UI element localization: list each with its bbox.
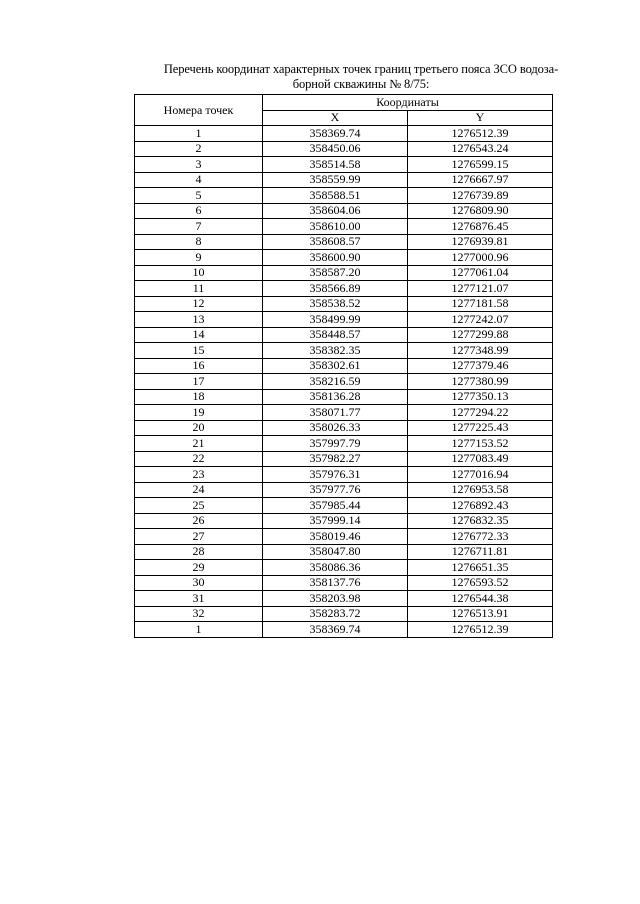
point-number-cell: 20 bbox=[135, 420, 263, 436]
point-number-cell: 17 bbox=[135, 374, 263, 390]
table-row bbox=[135, 358, 553, 374]
table-row bbox=[135, 467, 553, 483]
y-coordinate-cell: 1276892.43 bbox=[408, 498, 553, 514]
y-coordinate-cell: 1276876.45 bbox=[408, 219, 553, 235]
y-coordinate-cell: 1277121.07 bbox=[408, 281, 553, 297]
point-number-cell: 16 bbox=[135, 358, 263, 374]
y-coordinate-cell: 1277379.46 bbox=[408, 358, 553, 374]
y-coordinate-cell: 1276543.24 bbox=[408, 141, 553, 157]
point-number-cell: 7 bbox=[135, 219, 263, 235]
x-coordinate-cell: 358587.20 bbox=[263, 265, 408, 281]
table-row bbox=[135, 172, 553, 188]
x-coordinate-cell: 357999.14 bbox=[263, 513, 408, 529]
x-coordinate-cell: 358450.06 bbox=[263, 141, 408, 157]
y-coordinate-cell: 1276512.39 bbox=[408, 126, 553, 142]
x-coordinate-cell: 358600.90 bbox=[263, 250, 408, 266]
y-coordinate-cell: 1277000.96 bbox=[408, 250, 553, 266]
y-coordinate-cell: 1277153.52 bbox=[408, 436, 553, 452]
y-coordinate-cell: 1277016.94 bbox=[408, 467, 553, 483]
y-coordinate-cell: 1276739.89 bbox=[408, 188, 553, 204]
x-coordinate-cell: 358216.59 bbox=[263, 374, 408, 390]
point-number-cell: 31 bbox=[135, 591, 263, 607]
point-number-cell: 27 bbox=[135, 529, 263, 545]
point-number-cell: 4 bbox=[135, 172, 263, 188]
page-title bbox=[130, 62, 592, 92]
point-number-cell: 1 bbox=[135, 126, 263, 142]
x-coordinate-cell: 357982.27 bbox=[263, 451, 408, 467]
y-coordinate-cell: 1276593.52 bbox=[408, 575, 553, 591]
x-coordinate-cell: 358588.51 bbox=[263, 188, 408, 204]
y-coordinate-cell: 1276772.33 bbox=[408, 529, 553, 545]
x-coordinate-cell: 358448.57 bbox=[263, 327, 408, 343]
point-number-cell: 15 bbox=[135, 343, 263, 359]
x-coordinate-cell: 358566.89 bbox=[263, 281, 408, 297]
table-row bbox=[135, 126, 553, 142]
x-coordinate-cell: 357997.79 bbox=[263, 436, 408, 452]
y-coordinate-cell: 1276512.39 bbox=[408, 622, 553, 638]
table-row bbox=[135, 141, 553, 157]
y-coordinate-cell: 1276832.35 bbox=[408, 513, 553, 529]
header-x: X bbox=[263, 110, 408, 126]
point-number-cell: 10 bbox=[135, 265, 263, 281]
y-coordinate-cell: 1277348.99 bbox=[408, 343, 553, 359]
x-coordinate-cell: 358026.33 bbox=[263, 420, 408, 436]
x-coordinate-cell: 358514.58 bbox=[263, 157, 408, 173]
table-body bbox=[135, 126, 553, 638]
x-coordinate-cell: 358608.57 bbox=[263, 234, 408, 250]
point-number-cell: 29 bbox=[135, 560, 263, 576]
point-number-cell: 1 bbox=[135, 622, 263, 638]
table-row bbox=[135, 343, 553, 359]
table-row bbox=[135, 281, 553, 297]
y-coordinate-cell: 1276513.91 bbox=[408, 606, 553, 622]
point-number-cell: 13 bbox=[135, 312, 263, 328]
table-row bbox=[135, 575, 553, 591]
table-row bbox=[135, 219, 553, 235]
point-number-cell: 11 bbox=[135, 281, 263, 297]
y-coordinate-cell: 1277225.43 bbox=[408, 420, 553, 436]
header-y: Y bbox=[408, 110, 553, 126]
point-number-cell: 32 bbox=[135, 606, 263, 622]
x-coordinate-cell: 358499.99 bbox=[263, 312, 408, 328]
table-row bbox=[135, 389, 553, 405]
table-row bbox=[135, 296, 553, 312]
y-coordinate-cell: 1277181.58 bbox=[408, 296, 553, 312]
y-coordinate-cell: 1277294.22 bbox=[408, 405, 553, 421]
x-coordinate-cell: 358136.28 bbox=[263, 389, 408, 405]
point-number-cell: 9 bbox=[135, 250, 263, 266]
x-coordinate-cell: 358137.76 bbox=[263, 575, 408, 591]
table-row bbox=[135, 157, 553, 173]
y-coordinate-cell: 1277242.07 bbox=[408, 312, 553, 328]
title-line-1: Перечень координат характерных точек границ третьего пояса ЗСО водоза- bbox=[163, 62, 559, 76]
table-row bbox=[135, 250, 553, 266]
table-row bbox=[135, 405, 553, 421]
point-number-cell: 6 bbox=[135, 203, 263, 219]
point-number-cell: 26 bbox=[135, 513, 263, 529]
x-coordinate-cell: 358369.74 bbox=[263, 622, 408, 638]
table-row bbox=[135, 482, 553, 498]
table-row bbox=[135, 374, 553, 390]
header-point-numbers: Номера точек bbox=[135, 95, 263, 126]
x-coordinate-cell: 357985.44 bbox=[263, 498, 408, 514]
x-coordinate-cell: 358071.77 bbox=[263, 405, 408, 421]
y-coordinate-cell: 1276544.38 bbox=[408, 591, 553, 607]
table-row bbox=[135, 606, 553, 622]
table-row bbox=[135, 544, 553, 560]
point-number-cell: 2 bbox=[135, 141, 263, 157]
x-coordinate-cell: 358283.72 bbox=[263, 606, 408, 622]
point-number-cell: 12 bbox=[135, 296, 263, 312]
y-coordinate-cell: 1276939.81 bbox=[408, 234, 553, 250]
table-row bbox=[135, 420, 553, 436]
x-coordinate-cell: 358559.99 bbox=[263, 172, 408, 188]
x-coordinate-cell: 358086.36 bbox=[263, 560, 408, 576]
table-row bbox=[135, 312, 553, 328]
x-coordinate-cell: 358610.00 bbox=[263, 219, 408, 235]
point-number-cell: 28 bbox=[135, 544, 263, 560]
table-row bbox=[135, 498, 553, 514]
table-row bbox=[135, 529, 553, 545]
x-coordinate-cell: 358302.61 bbox=[263, 358, 408, 374]
point-number-cell: 21 bbox=[135, 436, 263, 452]
y-coordinate-cell: 1277350.13 bbox=[408, 389, 553, 405]
x-coordinate-cell: 357976.31 bbox=[263, 467, 408, 483]
y-coordinate-cell: 1277380.99 bbox=[408, 374, 553, 390]
y-coordinate-cell: 1277299.88 bbox=[408, 327, 553, 343]
point-number-cell: 5 bbox=[135, 188, 263, 204]
y-coordinate-cell: 1276809.90 bbox=[408, 203, 553, 219]
point-number-cell: 22 bbox=[135, 451, 263, 467]
coordinates-table bbox=[134, 94, 553, 638]
x-coordinate-cell: 358382.35 bbox=[263, 343, 408, 359]
point-number-cell: 14 bbox=[135, 327, 263, 343]
table-row bbox=[135, 234, 553, 250]
point-number-cell: 30 bbox=[135, 575, 263, 591]
y-coordinate-cell: 1276599.15 bbox=[408, 157, 553, 173]
point-number-cell: 3 bbox=[135, 157, 263, 173]
point-number-cell: 19 bbox=[135, 405, 263, 421]
y-coordinate-cell: 1276667.97 bbox=[408, 172, 553, 188]
x-coordinate-cell: 358203.98 bbox=[263, 591, 408, 607]
table-row bbox=[135, 560, 553, 576]
table-row bbox=[135, 436, 553, 452]
point-number-cell: 23 bbox=[135, 467, 263, 483]
y-coordinate-cell: 1277083.49 bbox=[408, 451, 553, 467]
title-line-2: борной скважины № 8/75: bbox=[292, 77, 430, 91]
y-coordinate-cell: 1277061.04 bbox=[408, 265, 553, 281]
table-row bbox=[135, 622, 553, 638]
header-coordinates: Координаты bbox=[263, 95, 553, 111]
point-number-cell: 18 bbox=[135, 389, 263, 405]
y-coordinate-cell: 1276711.81 bbox=[408, 544, 553, 560]
x-coordinate-cell: 358047.80 bbox=[263, 544, 408, 560]
point-number-cell: 25 bbox=[135, 498, 263, 514]
x-coordinate-cell: 358538.52 bbox=[263, 296, 408, 312]
table-row bbox=[135, 203, 553, 219]
x-coordinate-cell: 358369.74 bbox=[263, 126, 408, 142]
x-coordinate-cell: 358019.46 bbox=[263, 529, 408, 545]
x-coordinate-cell: 358604.06 bbox=[263, 203, 408, 219]
table-row bbox=[135, 451, 553, 467]
table-row bbox=[135, 265, 553, 281]
x-coordinate-cell: 357977.76 bbox=[263, 482, 408, 498]
table-row bbox=[135, 188, 553, 204]
y-coordinate-cell: 1276651.35 bbox=[408, 560, 553, 576]
table-header bbox=[135, 95, 553, 126]
table-row bbox=[135, 591, 553, 607]
table-row bbox=[135, 513, 553, 529]
point-number-cell: 8 bbox=[135, 234, 263, 250]
point-number-cell: 24 bbox=[135, 482, 263, 498]
table-row bbox=[135, 327, 553, 343]
y-coordinate-cell: 1276953.58 bbox=[408, 482, 553, 498]
